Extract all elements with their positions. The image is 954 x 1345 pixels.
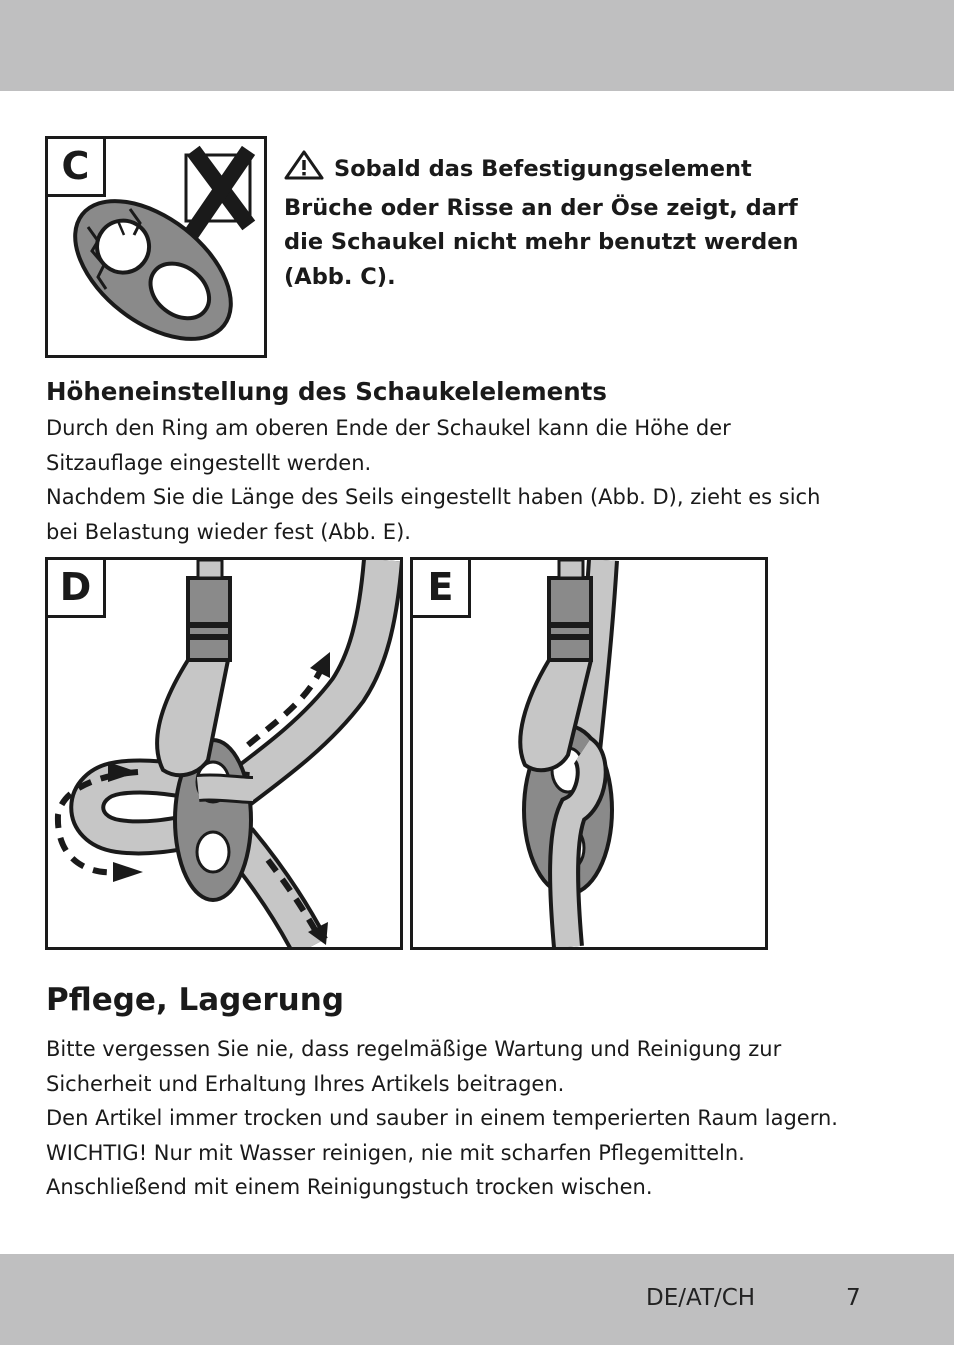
rope-tightened-illustration (413, 560, 765, 947)
warning-triangle-icon (284, 150, 324, 191)
care-heading: Pflege, Lagerung (46, 982, 345, 1018)
top-band (0, 0, 954, 91)
page-number: 7 (846, 1285, 861, 1311)
rope-adjust-illustration (48, 560, 400, 947)
footer-region: DE/AT/CH (646, 1285, 756, 1311)
height-adjust-heading: Höheneinstellung des Schaukelelements (46, 377, 607, 406)
bottom-band (0, 1254, 954, 1345)
figure-c (45, 136, 267, 358)
height-adjust-paragraph-1: Durch den Ring am oberen Ende der Schaukel kann die Höhe der Sitzauflage eingestellt werden. (46, 416, 731, 475)
care-paragraph-2: Den Artikel immer trocken und sauber in einem temperierten Raum lagern. (46, 1106, 838, 1130)
warning-text: Sobald das Befestigungselement Brüche oder Risse an der Öse zeigt, darf die Schaukel nicht mehr benutzt werden (Abb. C). (284, 156, 799, 290)
figure-e-label: E (413, 560, 471, 618)
height-adjust-paragraph-2: Nachdem Sie die Länge des Seils eingestellt haben (Abb. D), zieht es sich bei Belastung wieder fest (Abb. E). (46, 485, 821, 544)
figure-d (45, 557, 403, 950)
warning-text-block (284, 150, 804, 294)
figure-e (410, 557, 768, 950)
figure-c-label: C (48, 139, 106, 197)
care-paragraph-1: Bitte vergessen Sie nie, dass regelmäßige Wartung und Reinigung zur Sicherheit und Erhaltung Ihres Artikels beitragen. (46, 1037, 782, 1096)
forbidden-x-icon (186, 155, 250, 227)
figure-d-label: D (48, 560, 106, 618)
care-paragraph-3: WICHTIG! Nur mit Wasser reinigen, nie mit scharfen Pflegemitteln. (46, 1141, 745, 1165)
care-paragraph-4: Anschließend mit einem Reinigungstuch trocken wischen. (46, 1175, 653, 1199)
